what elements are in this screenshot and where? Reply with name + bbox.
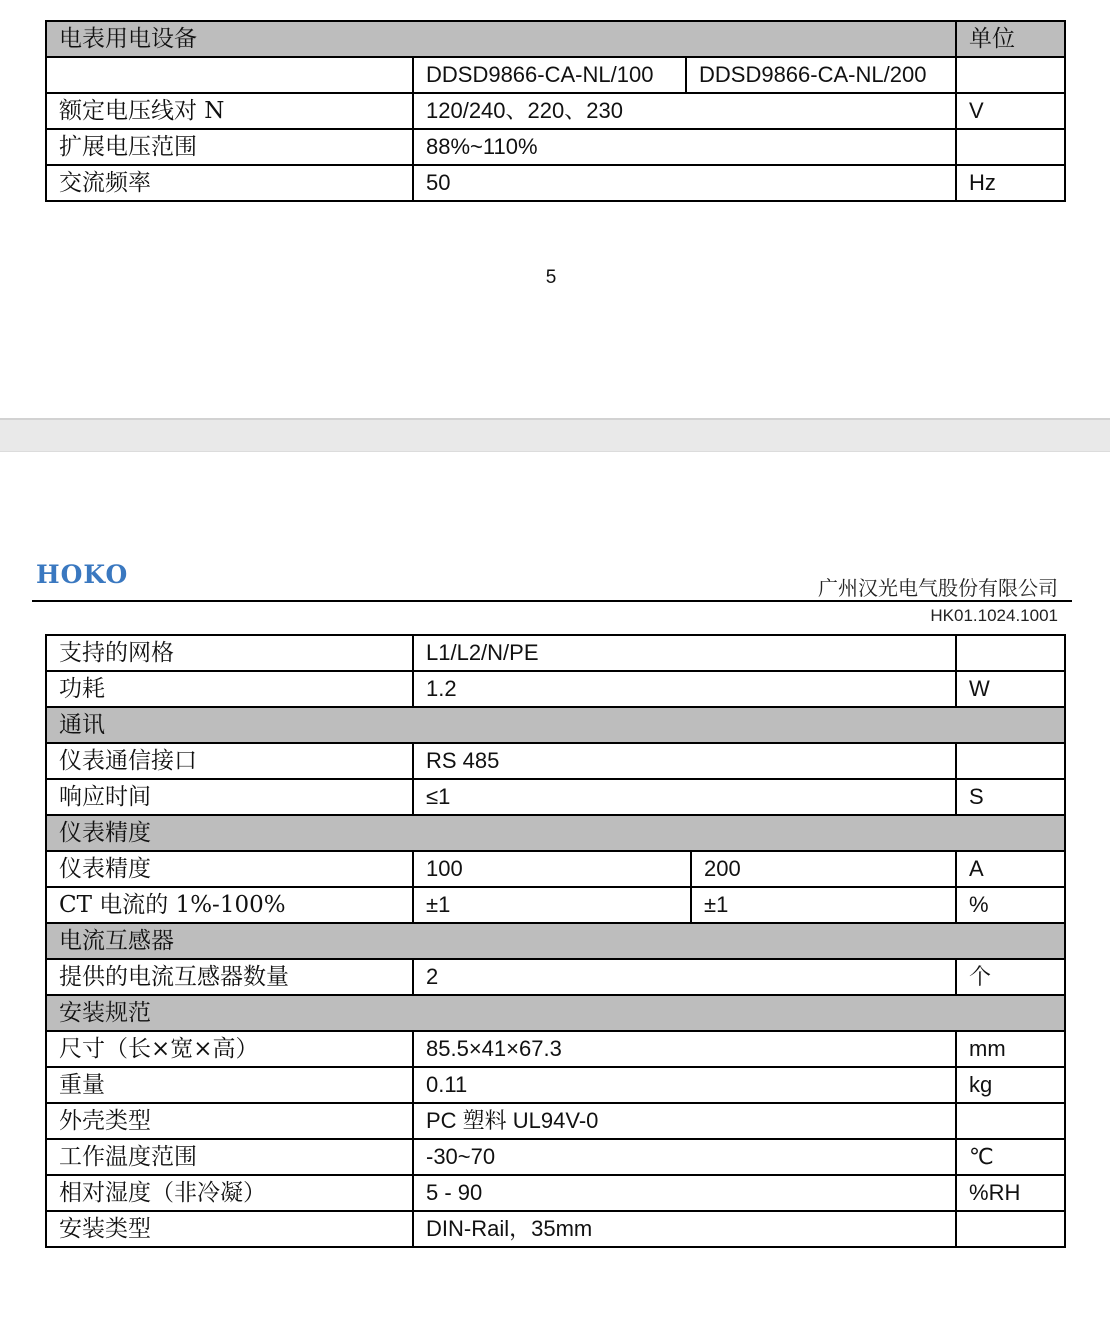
row-value: 0.11: [413, 1067, 956, 1103]
row-label: 额定电压线对 N: [46, 93, 413, 129]
table-row: [46, 1139, 1065, 1175]
row-label: 安装类型: [46, 1211, 413, 1247]
header-divider: [32, 600, 1072, 602]
section-header-row: [46, 815, 1065, 851]
row-value: 2: [413, 959, 956, 995]
section-header-row: [46, 995, 1065, 1031]
spec-table-bottom: [45, 634, 1066, 1248]
section-title: 通讯: [46, 707, 1065, 743]
row-label: 尺寸（长×宽×高）: [46, 1031, 413, 1067]
model-row-unit-cell: [956, 57, 1065, 93]
model-cell-100: DDSD9866-CA-NL/100: [413, 57, 686, 93]
model-row: [46, 57, 1065, 93]
company-name: 广州汉光电气股份有限公司: [818, 576, 1058, 600]
document-code: HK01.1024.1001: [930, 606, 1058, 625]
row-unit: [956, 129, 1065, 165]
row-value: 88%~110%: [413, 129, 956, 165]
header-unit-cell: 单位: [956, 21, 1065, 57]
row-unit: [956, 1211, 1065, 1247]
row-value: ≤1: [413, 779, 956, 815]
table-row: [46, 1211, 1065, 1247]
table-header-row: [46, 21, 1065, 57]
model-row-label-cell: [46, 57, 413, 93]
header-label-cell: 电表用电设备: [46, 21, 956, 57]
row-unit: S: [956, 779, 1065, 815]
table-row: [46, 1031, 1065, 1067]
table-row: [46, 1067, 1065, 1103]
row-value-100: 100: [413, 851, 691, 887]
row-unit: [956, 635, 1065, 671]
row-value-200: ±1: [691, 887, 956, 923]
row-unit: 个: [956, 959, 1065, 995]
row-value-100: ±1: [413, 887, 691, 923]
row-unit: kg: [956, 1067, 1065, 1103]
section-title: 仪表精度: [46, 815, 1065, 851]
page-number: 5: [545, 267, 557, 288]
section-title: 安装规范: [46, 995, 1065, 1031]
table-row: [46, 165, 1065, 201]
row-value: L1/L2/N/PE: [413, 635, 956, 671]
row-value: RS 485: [413, 743, 956, 779]
row-value: 1.2: [413, 671, 956, 707]
row-value: -30~70: [413, 1139, 956, 1175]
row-label: 相对湿度（非冷凝）: [46, 1175, 413, 1211]
row-unit: A: [956, 851, 1065, 887]
row-unit: ℃: [956, 1139, 1065, 1175]
table-row: [46, 743, 1065, 779]
document-page-top: [0, 0, 1110, 418]
row-value: 85.5×41×67.3: [413, 1031, 956, 1067]
row-unit: [956, 1103, 1065, 1139]
table-row: [46, 635, 1065, 671]
row-unit: V: [956, 93, 1065, 129]
row-unit: Hz: [956, 165, 1065, 201]
row-label: 响应时间: [46, 779, 413, 815]
section-header-row: [46, 707, 1065, 743]
row-label: 仪表精度: [46, 851, 413, 887]
row-value: 120/240、220、230: [413, 93, 956, 129]
row-label: 扩展电压范围: [46, 129, 413, 165]
table-row: [46, 959, 1065, 995]
section-title: 电流互感器: [46, 923, 1065, 959]
row-unit: %RH: [956, 1175, 1065, 1211]
row-label: CT 电流的 1%-100%: [46, 887, 413, 923]
page-separator: [0, 418, 1110, 452]
row-label: 工作温度范围: [46, 1139, 413, 1175]
row-value: DIN-Rail，35mm: [413, 1211, 956, 1247]
row-label: 重量: [46, 1067, 413, 1103]
row-label: 仪表通信接口: [46, 743, 413, 779]
model-cell-200: DDSD9866-CA-NL/200: [686, 57, 956, 93]
spec-table-body: [46, 635, 1065, 1247]
table-row: [46, 887, 1065, 923]
row-value: PC 塑料 UL94V-0: [413, 1103, 956, 1139]
table-row: [46, 129, 1065, 165]
row-label: 支持的网格: [46, 635, 413, 671]
row-label: 外壳类型: [46, 1103, 413, 1139]
row-unit: [956, 743, 1065, 779]
row-unit: W: [956, 671, 1065, 707]
row-value: 5 - 90: [413, 1175, 956, 1211]
section-header-row: [46, 923, 1065, 959]
table-row: [46, 779, 1065, 815]
spec-table-top: [45, 20, 1066, 202]
row-unit: %: [956, 887, 1065, 923]
row-unit: mm: [956, 1031, 1065, 1067]
row-label: 提供的电流互感器数量: [46, 959, 413, 995]
row-label: 交流频率: [46, 165, 413, 201]
row-value: 50: [413, 165, 956, 201]
table-row: [46, 671, 1065, 707]
row-value-200: 200: [691, 851, 956, 887]
hoko-logo: HOKO: [36, 560, 129, 589]
row-label: 功耗: [46, 671, 413, 707]
table-row: [46, 851, 1065, 887]
table-row: [46, 1175, 1065, 1211]
table-row: [46, 1103, 1065, 1139]
table-row: [46, 93, 1065, 129]
document-page-bottom: [0, 452, 1110, 1340]
